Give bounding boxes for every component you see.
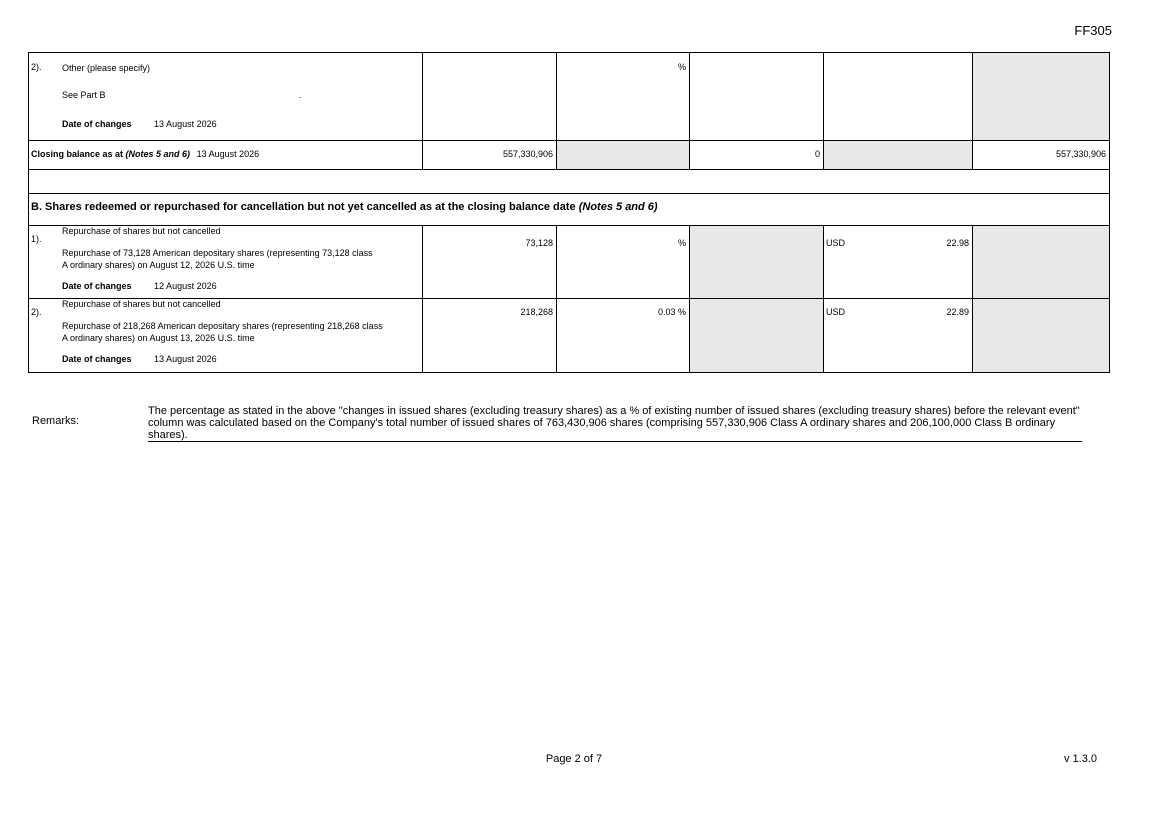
percent-sign: %: [677, 307, 686, 317]
other-changes-row: [29, 53, 1110, 141]
closing-grey-cell: [557, 141, 690, 170]
closing-date: 13 August 2026: [196, 149, 260, 159]
price-value: 22.98: [946, 238, 969, 248]
spacer-row: [29, 170, 1110, 194]
row-detail: See Part B: [62, 90, 106, 100]
form-code: FF305: [1074, 23, 1112, 38]
percent-sign: %: [677, 238, 686, 248]
shares-value: 218,268: [520, 307, 553, 317]
closing-label: Closing balance as at: [31, 149, 124, 159]
repurchase-1-grey-cell: [690, 226, 824, 299]
row-detail-line2: A ordinary shares) on August 12, 2026 U.S. time: [62, 260, 255, 270]
currency: USD: [826, 238, 846, 248]
closing-grey-cell-2: [824, 141, 973, 170]
remarks-text: The percentage as stated in the above "changes in issued shares (excluding treasury shares) as a % of existing number of issued shares (excluding treasury shares) before the relevant event" column was calculated based on the Company's total number of issued shares of 763,430,906 shares (comprising 557,330,906 Class A ordinary shares and 206,100,000 Class B ordinary shares).: [148, 405, 1082, 442]
row-title: Repurchase of shares but not cancelled: [62, 226, 221, 236]
page-number: Page 2 of 7: [545, 753, 603, 765]
row-index: 2).: [31, 62, 42, 72]
part-b-heading-row: [29, 194, 1110, 226]
date-value: 12 August 2026: [154, 281, 217, 291]
date-value: 13 August 2026: [154, 119, 217, 129]
row-detail-line2: A ordinary shares) on August 13, 2026 U.S. time: [62, 333, 255, 343]
closing-label-cell: [29, 141, 423, 170]
shares-table: [28, 52, 1110, 373]
row-detail-line1: Repurchase of 218,268 American depositary shares (representing 218,268 class: [62, 321, 383, 331]
repurchase-2-shares-cell: [423, 299, 557, 373]
closing-total-cell: [973, 141, 1110, 170]
spacer-cell: [29, 170, 1110, 194]
repurchase-2-percent-cell: [557, 299, 690, 373]
percent-value: 0.03: [657, 307, 676, 317]
percent-sign: %: [677, 62, 686, 72]
closing-balance-row: [29, 141, 1110, 170]
other-total-cell: [973, 53, 1110, 141]
closing-total-value: 557,330,906: [1055, 149, 1106, 159]
row-title: Repurchase of shares but not cancelled: [62, 299, 221, 309]
date-label: Date of changes: [62, 354, 132, 364]
part-b-notes: (Notes 5 and 6): [578, 201, 658, 213]
other-percent-cell: [557, 53, 690, 141]
repurchase-1-description: [29, 226, 423, 299]
other-price-cell: [824, 53, 973, 141]
row-index: 1).: [31, 234, 42, 244]
repurchase-row-2: [29, 299, 1110, 373]
repurchase-2-grey-cell: [690, 299, 824, 373]
repurchase-1-price-cell: [824, 226, 973, 299]
part-b-heading: [29, 194, 1110, 226]
date-label: Date of changes: [62, 281, 132, 291]
repurchase-row-1: [29, 226, 1110, 299]
repurchase-2-total-cell: [973, 299, 1110, 373]
closing-class-a-value: 557,330,906: [502, 149, 553, 159]
date-of-changes: [62, 354, 217, 364]
other-class-b-cell: [690, 53, 824, 141]
date-value: 13 August 2026: [154, 354, 217, 364]
remarks-label: Remarks:: [32, 415, 80, 427]
row-dot: .: [299, 90, 302, 100]
row-index: 2).: [31, 307, 42, 317]
row-detail-line1: Repurchase of 73,128 American depositary shares (representing 73,128 class: [62, 248, 373, 258]
date-label: Date of changes: [62, 119, 132, 129]
price-value: 22.89: [946, 307, 969, 317]
closing-class-b-cell: [690, 141, 824, 170]
version-label: v 1.3.0: [1063, 753, 1097, 765]
date-of-changes: [62, 281, 217, 291]
repurchase-1-total-cell: [973, 226, 1110, 299]
repurchase-2-price-cell: [824, 299, 973, 373]
other-description-cell: [29, 53, 423, 141]
closing-class-a-cell: [423, 141, 557, 170]
row-title: Other (please specify): [62, 63, 151, 73]
shares-value: 73,128: [525, 238, 553, 248]
currency: USD: [826, 307, 846, 317]
repurchase-2-description: [29, 299, 423, 373]
other-shares-cell: [423, 53, 557, 141]
date-of-changes: [62, 119, 217, 129]
repurchase-1-percent-cell: [557, 226, 690, 299]
closing-notes: (Notes 5 and 6): [125, 149, 191, 159]
closing-class-b-value: 0: [814, 149, 820, 159]
part-b-title: B. Shares redeemed or repurchased for cancellation but not yet cancelled as at the closing balance date: [31, 201, 576, 213]
repurchase-1-shares-cell: [423, 226, 557, 299]
